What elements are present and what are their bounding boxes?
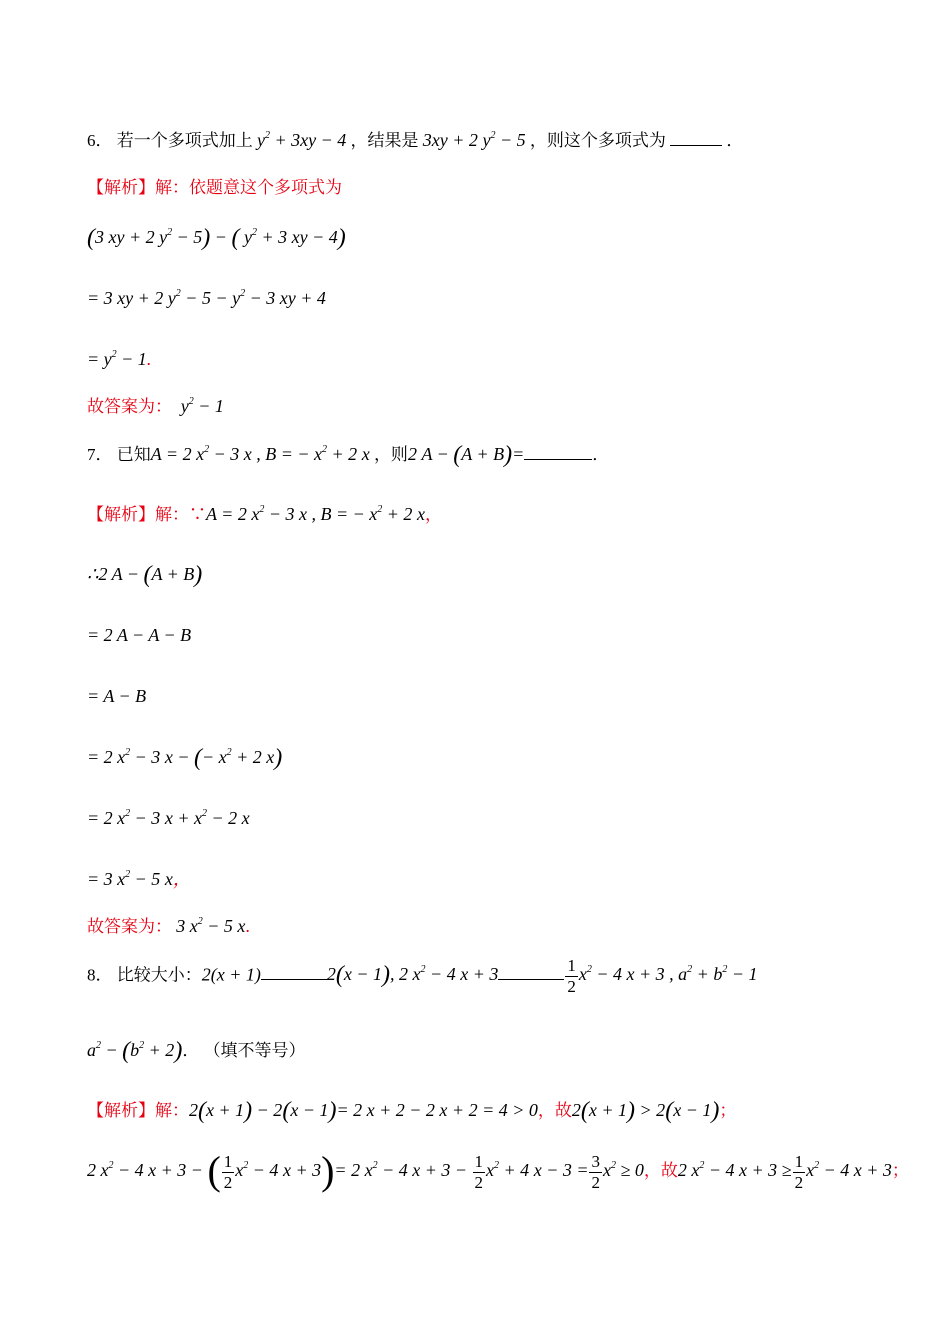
q7-step5: = 2 $x^2 - 3$ $x + x^2 - 2$ x <box>87 808 250 828</box>
q7-answer-line: 故答案为： 3 $x^2 - 5$ x. <box>87 916 250 936</box>
q8-e2: 2(x − 1), 2 $x^2 - 4$ x + 3 <box>326 962 499 989</box>
analysis-tag: 【解析】 <box>87 178 155 197</box>
q8-blank-2[interactable] <box>498 963 564 980</box>
q6-answer-label: 故答案为： <box>87 397 172 416</box>
q7-step4: = 2 $x^2 - 3$ x − (− $x^2 + 2$ x) <box>87 745 283 771</box>
q8-analysis: 【解析】解：2(x + 1) − 2(x − 1)= 2 x + 2 − 2 x + 2 = 4 > 0，故2(x + 1) > 2(x − 1)； <box>87 1098 737 1124</box>
q6-text-a: 若一个多项式加上 <box>116 131 253 150</box>
q7-text-b: ，则 <box>373 445 408 464</box>
q8-frac: $\frac{1}{2}$ <box>567 956 576 996</box>
q6-answer-line <box>87 394 224 419</box>
q8-last: 2 $x^2 - 4$ x + 3 − ( $\frac{1}{2}$ $x^2 - 4$ x + 3)= 2 $x^2 - 4$ x + 3 − $\frac{1}{2}$ $x^2 + 4$ x − 3 = $\frac{3}{2}$ $x^2 \ge 0$，故2 $x^2 - 4$ x + 3 ≥ $\frac{1}{2}$ $x^2 - 4$ x + 3； <box>87 1148 909 1193</box>
q8-frac-c: $\frac{3}{2}$ <box>591 1151 600 1192</box>
q6-expr1: $y^2 + 3xy - 4$ <box>257 130 347 150</box>
q7-given: A = 2 $x^2 - 3$ x , B = − $x^2 + 2$ x <box>150 444 370 464</box>
q7-number: 7． <box>87 445 113 464</box>
q8-analysis-text: 解： <box>155 1101 189 1120</box>
q8-analysis-expr: 2(x + 1) − 2(x − 1)= 2 x + 2 − 2 x + 2 = 4 > 0 <box>189 1098 538 1124</box>
q6-number: 6． <box>87 131 113 150</box>
q7-line <box>87 442 609 467</box>
analysis-tag: 【解析】 <box>87 505 155 524</box>
analysis-tag: 【解析】 <box>87 1101 155 1120</box>
q7-analysis-given: A = 2 $x^2 - 3$ x , B = − $x^2 + 2$ x <box>206 504 425 524</box>
q7-end: ． <box>592 445 610 464</box>
q8-analysis-result: 2(x + 1) > 2(x − 1) <box>571 1098 720 1124</box>
q6-answer-blank[interactable] <box>670 129 722 146</box>
q7-answer-label: 故答案为： <box>87 917 172 936</box>
q7-step6: = 3 $x^2 - 5$ x， <box>87 869 191 889</box>
q8-frac-d: $\frac{1}{2}$ <box>794 1151 804 1192</box>
q6-text-c: ，则这个多项式为 <box>529 131 666 150</box>
q8-e3: $x^2 - 4$ x + 3 , $a^2 + b^2 - 1$ <box>578 964 758 985</box>
q7-analysis: 【解析】解：∵A = 2 $x^2 - 3$ x , B = − $x^2 + 2$ x， <box>87 504 442 524</box>
q6-step2: = 3 xy + 2 $y^2 - 5 - y^2 - 3$ xy + 4 <box>87 288 326 308</box>
q8-line2: $a^2 - (b^2 + 2)$． （填不等号） <box>87 1038 306 1064</box>
q6-step3: = $y^2 - 1$. <box>87 349 152 369</box>
q7-expr: 2 A − (A + B)= <box>407 442 525 468</box>
q7-step2: = 2 A − A − B <box>87 625 192 645</box>
q8-frac-a: $\frac{1}{2}$ <box>223 1151 233 1192</box>
q6-text-b: ，结果是 <box>350 131 419 150</box>
q7-step1: ∴2 A − (A + B) <box>87 562 203 588</box>
q8-frac-b: $\frac{1}{2}$ <box>474 1151 484 1192</box>
q7-analysis-text: 解：∵ <box>155 505 206 524</box>
q7-step3: = A − B <box>87 686 147 706</box>
q8-e1: 2(x + 1) <box>201 964 261 985</box>
q6-step1: (3 xy + 2 $y^2 - 5$) − ( $y^2 + 3$ xy − 4) <box>87 225 346 251</box>
q8-line <box>87 956 757 997</box>
q8-line2-expr: $a^2 - (b^2 + 2)$ <box>87 1038 183 1064</box>
q7-answer: 3 $x^2 - 5$ x <box>176 916 246 936</box>
q6-line <box>87 128 743 153</box>
q6-expr2: 3xy + 2 $y^2 - 5$ <box>422 130 526 150</box>
q8-text-a: 比较大小： <box>116 965 202 985</box>
q8-blank-1[interactable] <box>261 963 327 980</box>
q6-analysis <box>87 176 342 200</box>
q7-answer-blank[interactable] <box>524 443 592 460</box>
q8-number: 8． <box>87 965 113 985</box>
q6-end: ． <box>726 131 744 150</box>
q6-answer: $y^2 - 1$ <box>176 396 224 416</box>
q6-analysis-text: 解：依题意这个多项式为 <box>155 178 342 197</box>
q7-text-a: 已知 <box>116 445 151 464</box>
q8-hint: （填不等号） <box>203 1041 306 1060</box>
